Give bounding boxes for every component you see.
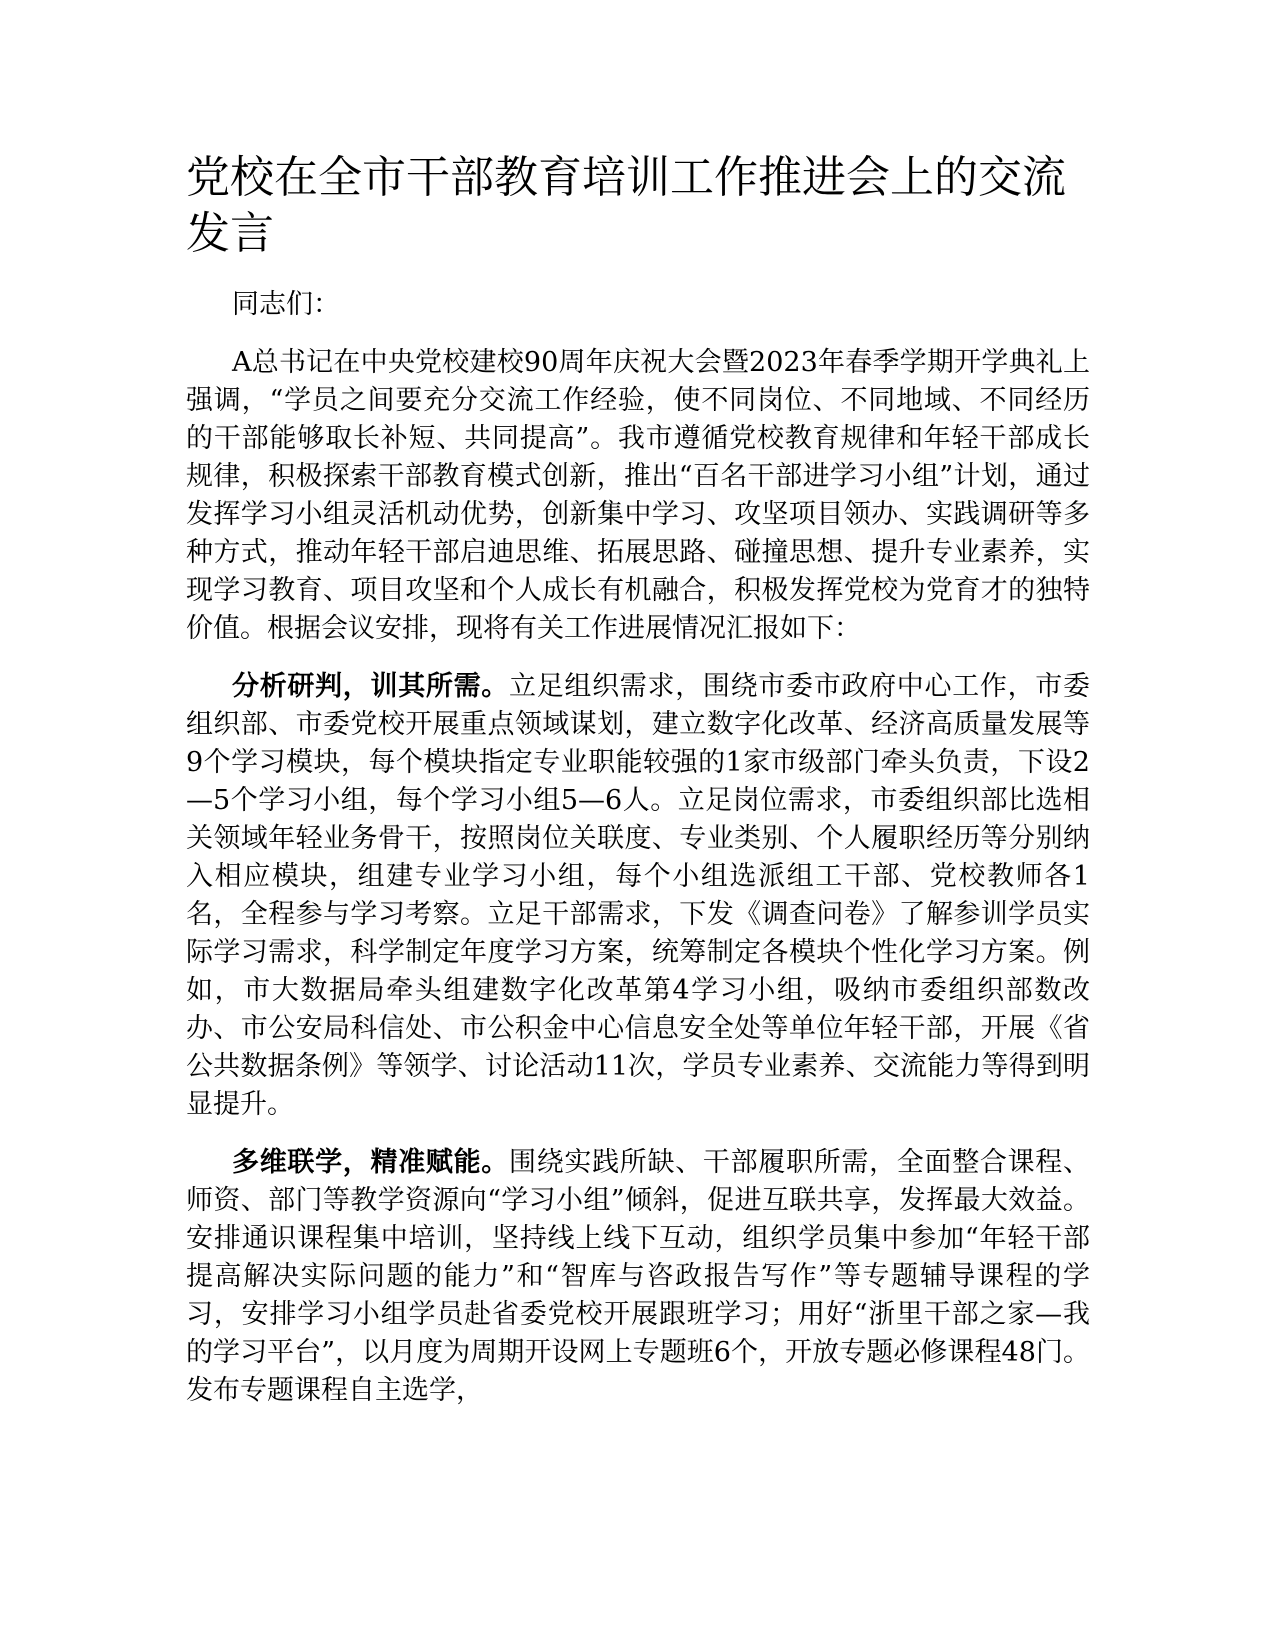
paragraph-body: A总书记在中央党校建校90周年庆祝大会暨2023年春季学期开学典礼上强调，“学员之间要充分交流工作经验，使不同岗位、不同地域、不同经历的干部能够取长补短、共同提高”。我市遵循党校教育规律和年轻干部成长规律，积极探索干部教育模式创新，推出“百名干部进学习小组”计划，通过发挥学习小组灵活机动优势，创新集中学习、攻坚项目领办、实践调研等多种方式，推动年轻干部启迪思维、拓展思路、碰撞思想、提升专业素养，实现学习教育、项目攻坚和个人成长有机融合，积极发挥党校为党育才的独特价值。根据会议安排，现将有关工作进展情况汇报如下： [186, 347, 1090, 644]
salutation: 同志们： [232, 289, 340, 320]
paragraph-lead-heading: 分析研判，训其所需。 [232, 671, 509, 702]
paragraph-lead-heading: 多维联学，精准赋能。 [232, 1147, 509, 1178]
document-page [186, 150, 1090, 1430]
paragraph-intro [186, 344, 1090, 648]
paragraph-analysis [186, 668, 1090, 1124]
paragraph-joint-learning [186, 1144, 1090, 1410]
paragraph-body: 立足组织需求，围绕市委市政府中心工作，市委组织部、市委党校开展重点领域谋划，建立数字化改革、经济高质量发展等9个学习模块，每个模块指定专业职能较强的1家市级部门牵头负责，下设2—5个学习小组，每个学习小组5—6人。立足岗位需求，市委组织部比选相关领域年轻业务骨干，按照岗位关联度、专业类别、个人履职经历等分别纳入相应模块，组建专业学习小组，每个小组选派组工干部、党校教师各1名，全程参与学习考察。立足干部需求，下发《调查问卷》了解参训学员实际学习需求，科学制定年度学习方案，统筹制定各模块个性化学习方案。例如，市大数据局牵头组建数字化改革第4学习小组，吸纳市委组织部数改办、市公安局科信处、市公积金中心信息安全处等单位年轻干部，开展《省公共数据条例》等领学、讨论活动11次，学员专业素养、交流能力等得到明显提升。 [186, 671, 1090, 1120]
document-title: 党校在全市干部教育培训工作推进会上的交流发言 [186, 152, 1066, 259]
paragraph-body: 围绕实践所缺、干部履职所需，全面整合课程、师资、部门等教学资源向“学习小组”倾斜，促进互联共享，发挥最大效益。安排通识课程集中培训，坚持线上线下互动，组织学员集中参加“年轻干部提高解决实际问题的能力”和“智库与咨政报告写作”等专题辅导课程的学习，安排学习小组学员赴省委党校开展跟班学习；用好“浙里干部之家—我的学习平台”，以月度为周期开设网上专题班6个，开放专题必修课程48门。发布专题课程自主选学， [186, 1147, 1090, 1406]
